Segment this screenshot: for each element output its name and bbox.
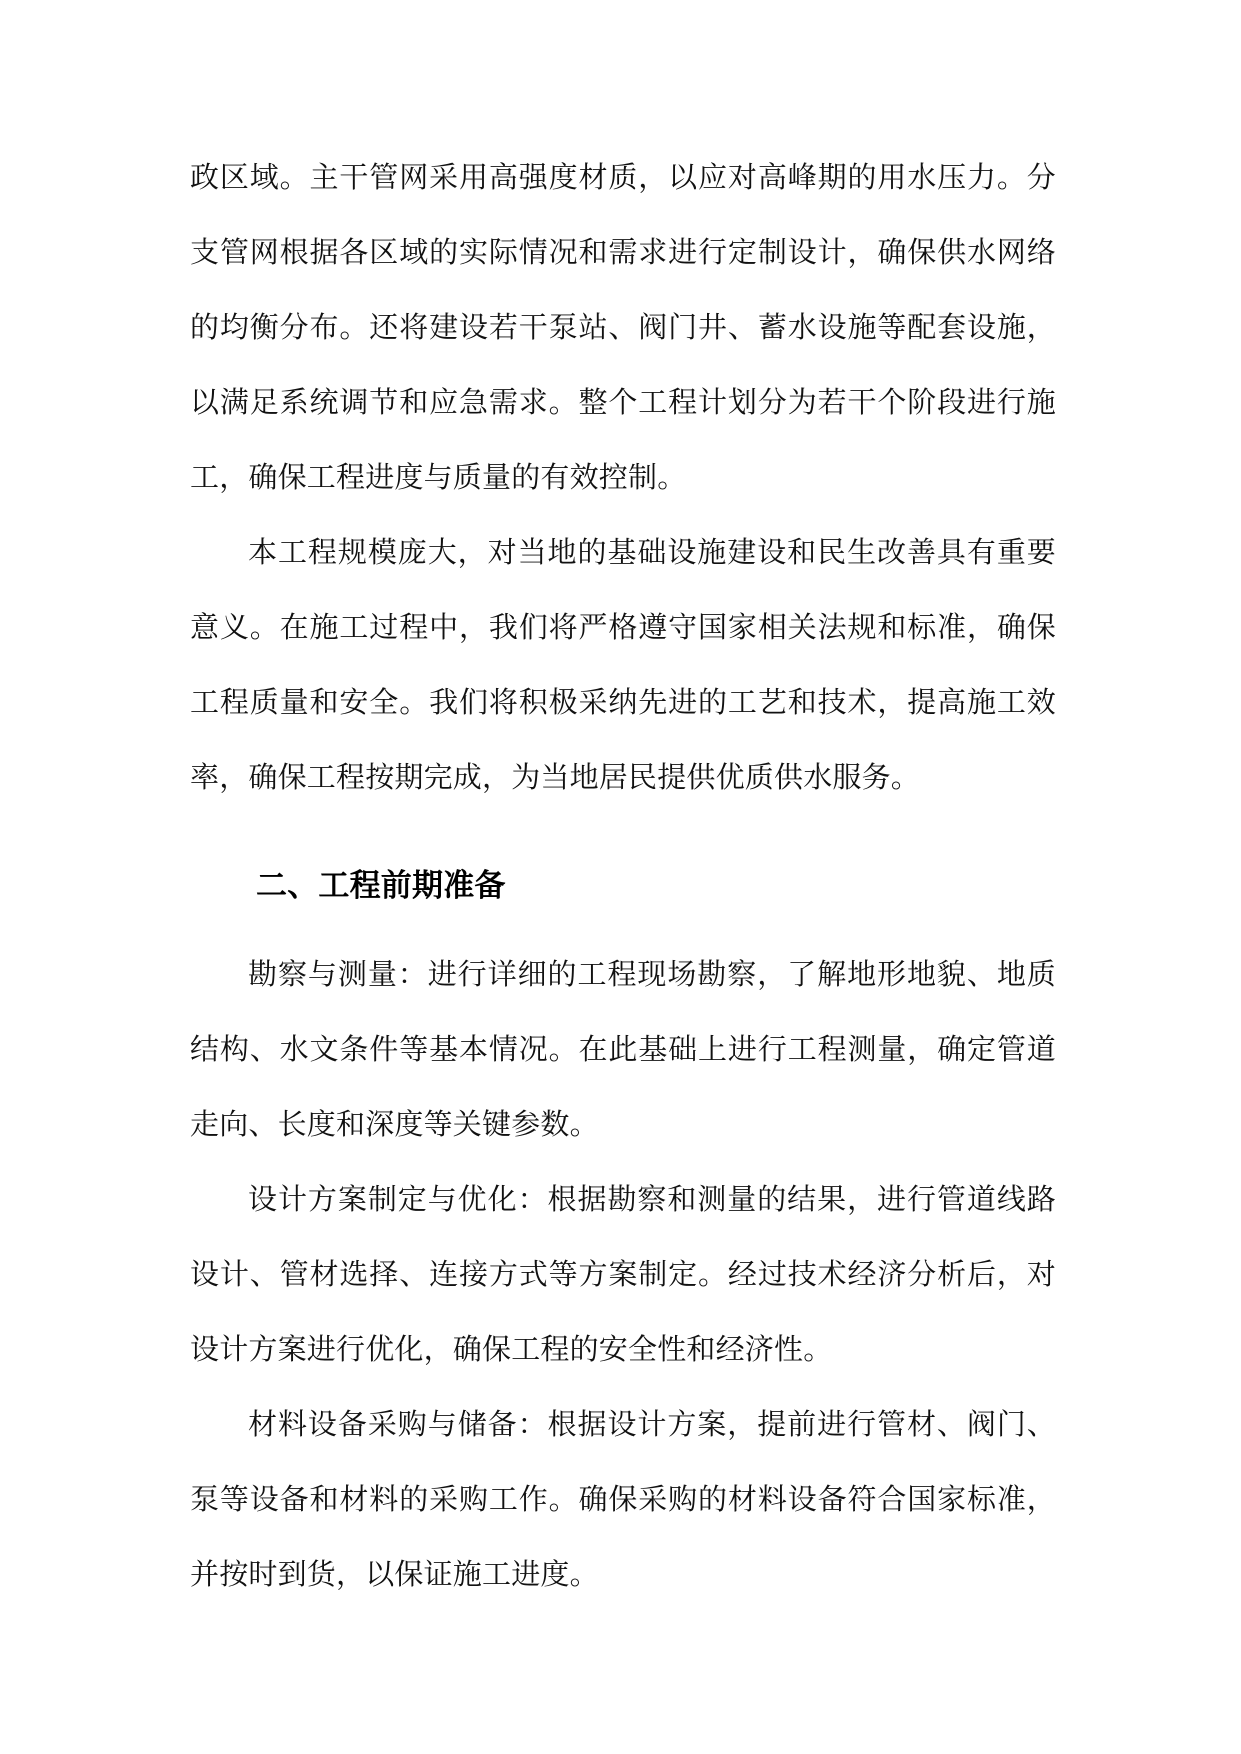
paragraph-project-significance: 本工程规模庞大，对当地的基础设施建设和民生改善具有重要意义。在施工过程中，我们将严格遵守国家相关法规和标准，确保工程质量和安全。我们将积极采纳先进的工艺和技术，提高施工效率，确保工程按期完成，为当地居民提供优质供水服务。 xyxy=(190,535,1056,794)
paragraph-design: 设计方案制定与优化：根据勘察和测量的结果，进行管道线路设计、管材选择、连接方式等方案制定。经过技术经济分析后，对设计方案进行优化，确保工程的安全性和经济性。 xyxy=(190,1182,1056,1366)
document-body xyxy=(190,140,1056,1612)
paragraph-continuation: 政区域。主干管网采用高强度材质，以应对高峰期的用水压力。分支管网根据各区域的实际情况和需求进行定制设计，确保供水网络的均衡分布。还将建设若干泵站、阀门井、蓄水设施等配套设施，以满足系统调节和应急需求。整个工程计划分为若干个阶段进行施工，确保工程进度与质量的有效控制。 xyxy=(190,160,1056,494)
section-heading: 二、工程前期准备 xyxy=(256,868,506,904)
paragraph-survey: 勘察与测量：进行详细的工程现场勘察，了解地形地貌、地质结构、水文条件等基本情况。在此基础上进行工程测量，确定管道走向、长度和深度等关键参数。 xyxy=(190,957,1056,1141)
paragraph-procurement: 材料设备采购与储备：根据设计方案，提前进行管材、阀门、泵等设备和材料的采购工作。确保采购的材料设备符合国家标准，并按时到货，以保证施工进度。 xyxy=(190,1407,1056,1591)
